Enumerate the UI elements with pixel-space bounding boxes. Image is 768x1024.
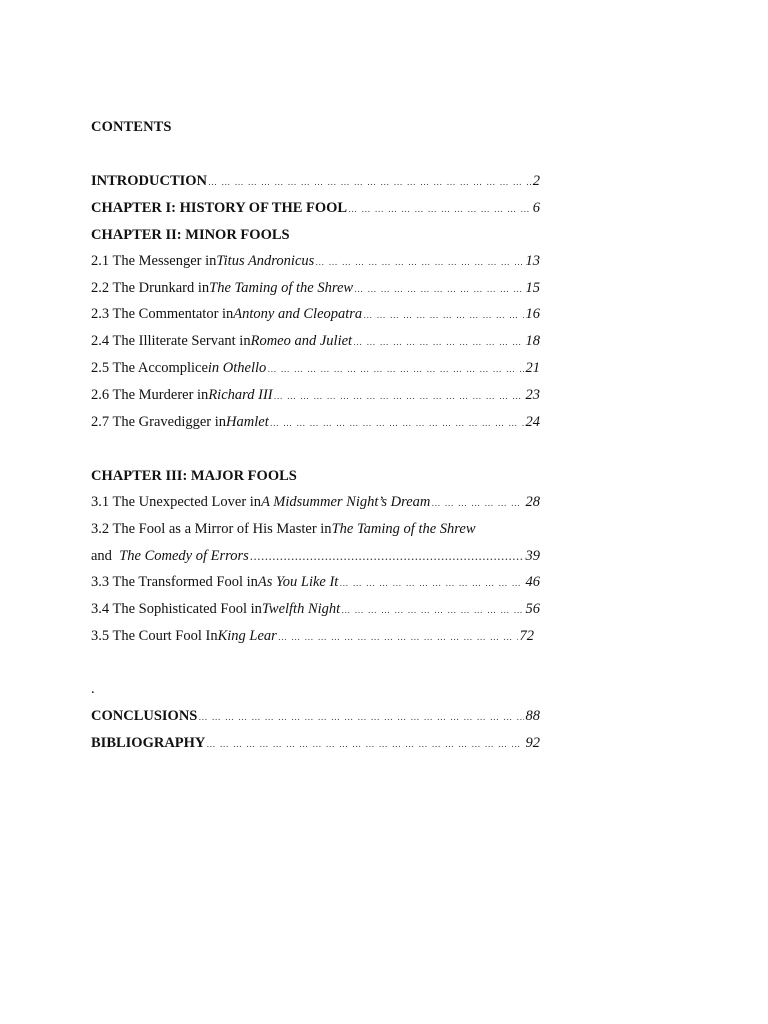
- entry-title: in Othello: [207, 360, 267, 376]
- entry-title: King Lear: [217, 628, 277, 644]
- page-number: 72: [519, 628, 534, 644]
- toc-entry-2-4[interactable]: [91, 333, 540, 353]
- toc-entry-3-1[interactable]: [91, 494, 540, 514]
- entry-label: 2.4 The Illiterate Servant in: [91, 333, 251, 349]
- dot-leader: [341, 605, 523, 615]
- toc-entry-3-5[interactable]: [91, 628, 534, 648]
- entry-title: The Taming of the Shrew: [331, 521, 476, 537]
- entry-title: As You Like It: [257, 574, 339, 590]
- entry-label: 2.3 The Commentator in: [91, 306, 234, 322]
- dot-leader: [198, 712, 523, 722]
- page-number: 15: [525, 280, 540, 296]
- dot-leader: [208, 177, 531, 187]
- page-number: 39: [525, 548, 540, 564]
- entry-label: 3.2 The Fool as a Mirror of His Master in: [91, 521, 332, 537]
- toc-entry-3-3[interactable]: [91, 574, 540, 594]
- dot-leader: [431, 498, 523, 508]
- entry-title: The Comedy of Errors: [119, 548, 249, 564]
- toc-entry-2-6[interactable]: [91, 387, 540, 407]
- toc-entry-2-7[interactable]: [91, 414, 540, 434]
- dot-leader: [278, 632, 518, 642]
- entry-label: 3.4 The Sophisticated Fool in: [91, 601, 262, 617]
- dot-leader: [315, 257, 523, 267]
- toc-entry-3-2-line-2[interactable]: [91, 548, 540, 568]
- stray-period: .: [91, 681, 95, 697]
- entry-title: Titus Andronicus: [216, 253, 315, 269]
- entry-label: 2.6 The Murderer in: [91, 387, 209, 403]
- entry-title: Hamlet: [226, 414, 269, 430]
- toc-entry-2-2[interactable]: [91, 280, 540, 300]
- page-number: 6: [532, 200, 540, 216]
- entry-title: Romeo and Juliet: [250, 333, 353, 349]
- dot-leader: [353, 337, 523, 347]
- dot-leader: [267, 364, 523, 374]
- page-number: 92: [525, 735, 540, 751]
- dot-leader: [270, 418, 524, 428]
- entry-label: CHAPTER II: MINOR FOOLS: [91, 227, 290, 243]
- dot-leader: [206, 739, 523, 749]
- page-number: 2: [532, 173, 540, 189]
- page-number: 13: [525, 253, 540, 269]
- toc-chapter-3-heading[interactable]: [91, 468, 297, 488]
- toc-entry-3-2-line-1[interactable]: [91, 521, 476, 541]
- entry-label: INTRODUCTION: [91, 173, 208, 189]
- entry-label: 2.5 The Accomplice: [91, 360, 208, 376]
- entry-title: A Midsummer Night’s Dream: [261, 494, 431, 510]
- entry-label: CHAPTER III: MAJOR FOOLS: [91, 468, 297, 484]
- toc-entry-2-1[interactable]: [91, 253, 540, 273]
- entry-label: CONCLUSIONS: [91, 708, 198, 724]
- dot-leader: [354, 284, 523, 294]
- dot-leader: [250, 548, 524, 564]
- entry-label: 2.7 The Gravedigger in: [91, 414, 227, 430]
- toc-entry-chapter-1[interactable]: [91, 200, 540, 220]
- entry-label: and: [91, 548, 120, 564]
- entry-label: 3.1 The Unexpected Lover in: [91, 494, 262, 510]
- page-number: 46: [525, 574, 540, 590]
- entry-title: Richard III: [208, 387, 273, 403]
- entry-title: The Taming of the Shrew: [209, 280, 354, 296]
- dot-leader: [348, 204, 531, 214]
- page-number: 56: [525, 601, 540, 617]
- toc-entry-conclusions[interactable]: [91, 708, 540, 728]
- entry-label: 3.3 The Transformed Fool in: [91, 574, 258, 590]
- entry-label: 2.2 The Drunkard in: [91, 280, 210, 296]
- dot-leader: [274, 391, 524, 401]
- dot-leader: [363, 310, 523, 320]
- page-number: 21: [525, 360, 540, 376]
- entry-title: Antony and Cleopatra: [233, 306, 363, 322]
- entry-label: BIBLIOGRAPHY: [91, 735, 206, 751]
- page-number: 88: [525, 708, 540, 724]
- entry-label: 2.1 The Messenger in: [91, 253, 217, 269]
- toc-entry-introduction[interactable]: [91, 173, 540, 193]
- page-number: 28: [525, 494, 540, 510]
- toc-chapter-2-heading[interactable]: [91, 227, 290, 247]
- page-number: 16: [525, 306, 540, 322]
- dot-leader: [339, 578, 523, 588]
- contents-heading: CONTENTS: [91, 119, 172, 135]
- entry-title: Twelfth Night: [261, 601, 341, 617]
- toc-entry-3-4[interactable]: [91, 601, 540, 621]
- toc-entry-2-5[interactable]: [91, 360, 540, 380]
- toc-entry-bibliography[interactable]: [91, 735, 540, 755]
- page-number: 24: [525, 414, 540, 430]
- entry-label: 3.5 The Court Fool In: [91, 628, 218, 644]
- page-number: 23: [525, 387, 540, 403]
- entry-label: CHAPTER I: HISTORY OF THE FOOL: [91, 200, 348, 216]
- page-number: 18: [525, 333, 540, 349]
- toc-entry-2-3[interactable]: [91, 306, 540, 326]
